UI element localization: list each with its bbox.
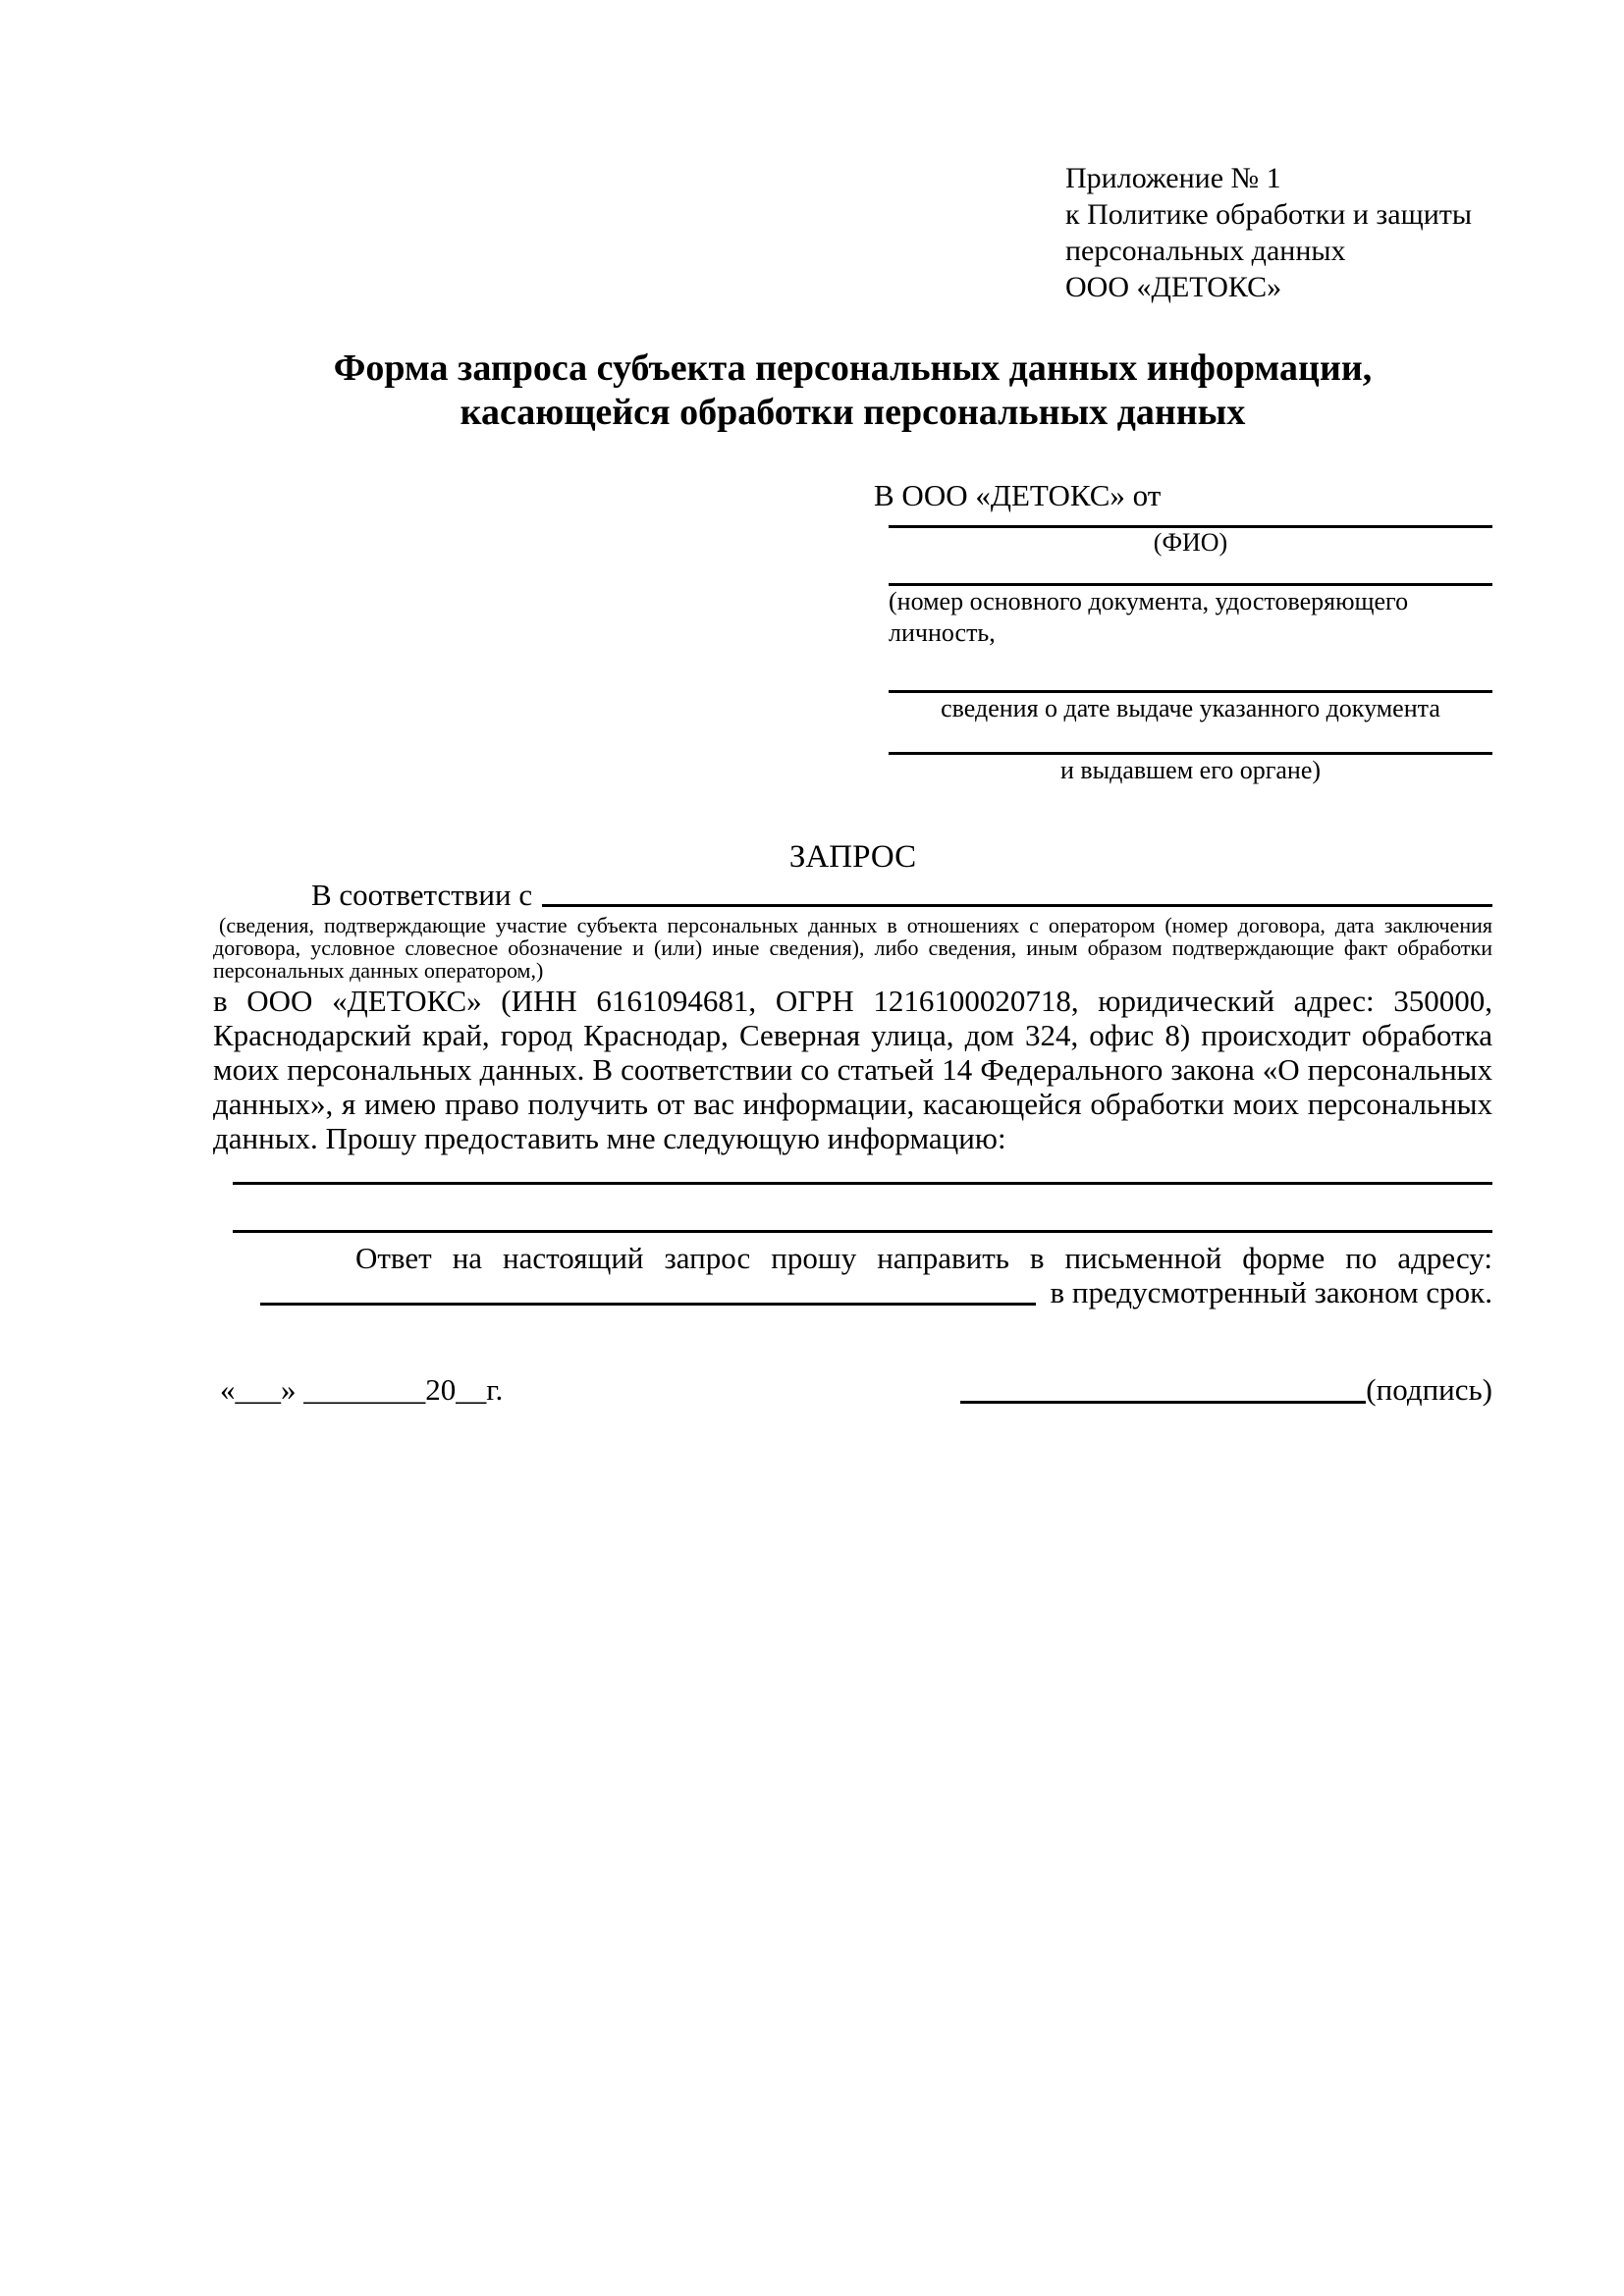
addressee-block xyxy=(874,476,1492,786)
address-fill-line xyxy=(260,1303,1036,1306)
date-signature-row xyxy=(213,1370,1492,1410)
document-title-line2: касающейся обработки персональных данных xyxy=(460,392,1246,433)
addressee-heading: В ООО «ДЕТОКС» от xyxy=(874,478,1162,512)
date-placeholder: «___» ________20__г. xyxy=(220,1372,504,1407)
information-fill-line-1 xyxy=(233,1182,1492,1185)
appendix-line: ООО «ДЕТОКС» xyxy=(1065,271,1282,303)
fio-caption: (ФИО) xyxy=(1153,528,1228,557)
accordance-fill-line xyxy=(542,904,1492,907)
fine-print-note: (сведения, подтверждающие участие субъекта персональных данных в отношениях с оператором (номер договора, дата заключения договора, условное словесное обозначение и (или) иные сведения), либо сведения, иным образом подтверждающие факт обработки персональных данных оператором,) xyxy=(213,913,1492,983)
signature-caption: (подпись) xyxy=(1366,1372,1492,1407)
request-heading: ЗАПРОС xyxy=(788,839,917,875)
appendix-block xyxy=(1065,160,1492,305)
accordance-prefix: В соответствии с xyxy=(311,878,533,912)
document-title-line1: Форма запроса субъекта персональных данных информации, xyxy=(333,347,1373,389)
issuer-caption: и выдавшем его органе) xyxy=(1059,756,1322,784)
signature-fill-line xyxy=(960,1401,1366,1404)
document-number-caption: (номер основного документа, удостоверяющего личность, xyxy=(889,587,1409,647)
answer-address-line xyxy=(213,1275,1492,1309)
appendix-line: персональных данных xyxy=(1065,235,1346,267)
issue-date-caption: сведения о дате выдаче указанного документа xyxy=(941,694,1440,722)
appendix-line: Приложение № 1 xyxy=(1065,162,1281,194)
information-fill-line-2 xyxy=(233,1230,1492,1233)
signature-cell xyxy=(960,1370,1492,1410)
document-title xyxy=(213,347,1492,435)
appendix-line: к Политике обработки и защиты xyxy=(1065,198,1473,231)
request-body-paragraph: в ООО «ДЕТОКС» (ИНН 6161094681, ОГРН 1216100020718, юридический адрес: 350000, Краснодарский край, город Краснодар, Северная улица, дом 324, офис 8) происходит обработка моих персональных данных. В соответствии со статьей 14 Федерального закона «О персональных данных», я имею право получить от вас информации, касающейся обработки моих персональных данных. Прошу предоставить мне следующую информацию: xyxy=(213,984,1492,1155)
answer-suffix: в предусмотренный законом срок. xyxy=(1050,1275,1492,1309)
answer-request-line: Ответ на настоящий запрос прошу направить в письменной форме по адресу: xyxy=(355,1241,1492,1275)
accordance-line xyxy=(213,877,1492,912)
